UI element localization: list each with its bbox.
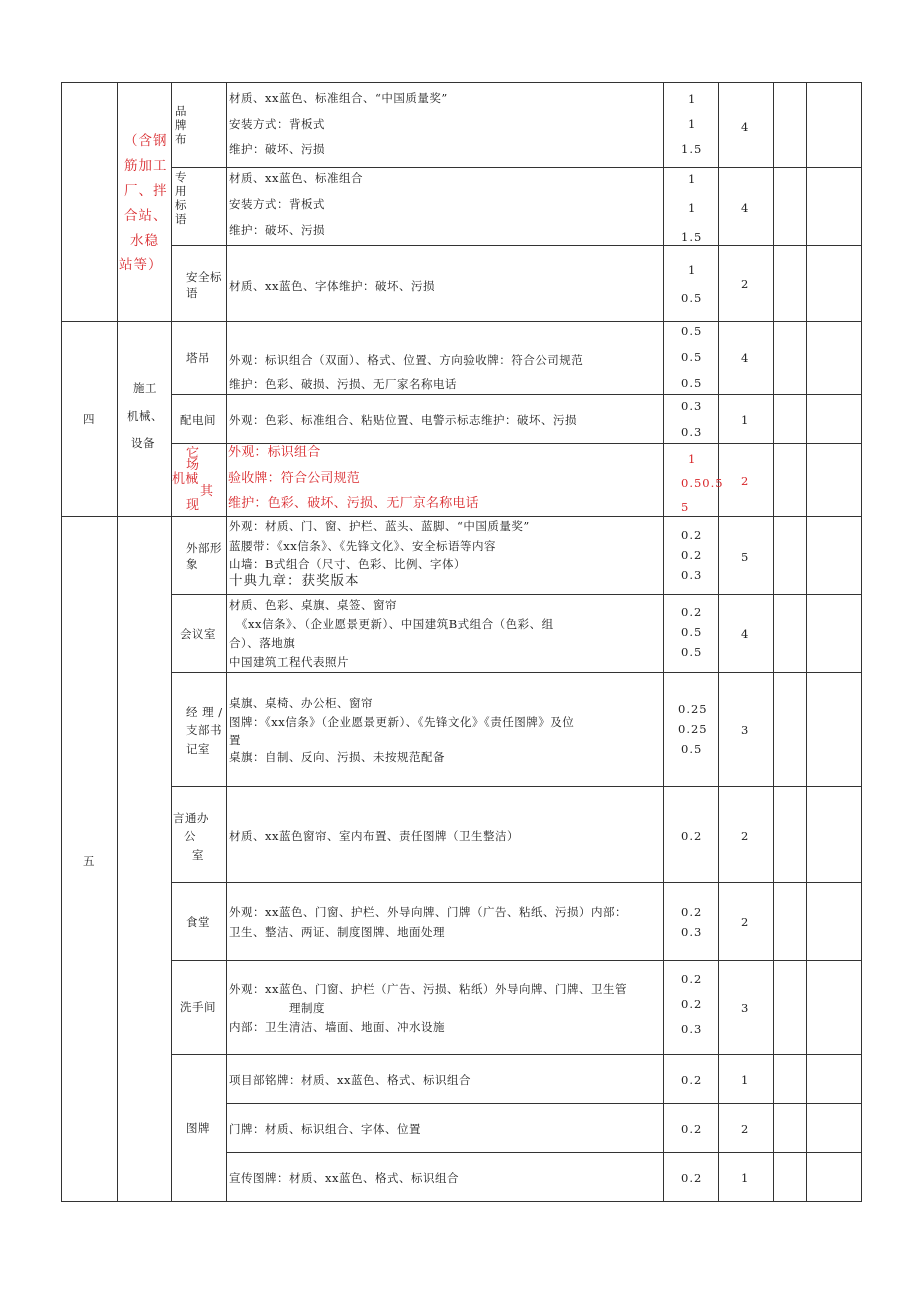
score-value: 4 <box>741 351 750 365</box>
weight-value: 0.25 <box>678 722 708 736</box>
grid-line <box>61 516 862 517</box>
item-label: 现 <box>186 498 200 513</box>
weight-value: 0.5 <box>681 742 703 756</box>
criteria-line: 外观：标识组合 <box>228 445 321 460</box>
item-label: 公 <box>184 829 196 843</box>
score-value: 5 <box>741 550 750 564</box>
category-line: （含钢 <box>124 133 168 149</box>
item-label: 机械 <box>172 472 199 487</box>
criteria-line: 外观：色彩、标准组合、粘贴位置、电警示标志维护：破坏、污损 <box>229 413 577 427</box>
grid-line <box>861 82 862 1202</box>
grid-line <box>171 167 862 168</box>
criteria-line: 维护：色彩、破损、污损、无厂家名称电话 <box>229 377 457 391</box>
weight-value: 1.5 <box>681 230 703 244</box>
criteria-line: 材质、xx蓝色窗帘、室内布置、责任图牌（卫生整洁） <box>229 829 519 843</box>
score-value: 2 <box>741 277 750 291</box>
weight-value: 0.2 <box>681 605 703 619</box>
item-label: 室 <box>192 848 204 862</box>
section-number: 五 <box>83 854 95 868</box>
criteria-line: 图牌：《xx信条》（企业愿景更新）、《先锋文化》《责任图牌》及位 <box>229 715 575 729</box>
criteria-line: 材质、xx蓝色、标准组合 <box>229 171 363 185</box>
criteria-line: 外观：xx蓝色、门窗、护栏（广告、污损、粘纸）外导向牌、门牌、卫生管 <box>229 982 627 996</box>
grid-line <box>718 82 719 1202</box>
weight-value: 0.2 <box>681 1171 703 1185</box>
weight-value: 5 <box>681 500 690 514</box>
weight-value: 0.2 <box>681 528 703 542</box>
criteria-line: 安装方式：背板式 <box>229 117 325 131</box>
weight-value: 1.5 <box>681 142 703 156</box>
item-label: 支部书 <box>186 723 222 737</box>
item-label: 记室 <box>186 742 210 756</box>
weight-value: 0.5 <box>681 645 703 659</box>
weight-value: 0.3 <box>681 1022 703 1036</box>
grid-line <box>171 594 862 595</box>
criteria-line: 验收牌：符合公司规范 <box>228 471 361 486</box>
category-line: 合站、 <box>124 208 168 224</box>
category-line: 施工 <box>133 381 157 395</box>
criteria-line: 外观：xx蓝色、门窗、护栏、外导向牌、门牌（广告、粘纸、污损）内部： <box>229 905 627 919</box>
weight-value: 1 <box>688 201 697 215</box>
criteria-line: 维护：破坏、污损 <box>229 223 325 237</box>
weight-value: 0.2 <box>681 972 703 986</box>
weight-value: 1 <box>688 92 697 106</box>
grid-line <box>171 82 172 1202</box>
criteria-line: 宣传图牌：材质、xx蓝色、格式、标识组合 <box>229 1171 459 1185</box>
criteria-line: 蓝腰带：《xx信条》、《先锋文化》、安全标语等内容 <box>229 539 496 553</box>
criteria-line: 桌旗、桌椅、办公柜、窗帘 <box>229 696 373 710</box>
criteria-line: 维护：色彩、破坏、污损、无厂京名称电话 <box>228 496 479 511</box>
grid-line <box>171 882 862 883</box>
grid-line <box>61 1201 862 1202</box>
score-value: 1 <box>741 413 750 427</box>
grid-line <box>171 672 862 673</box>
grid-line <box>171 1054 862 1055</box>
criteria-line: 合）、落地旗 <box>229 636 296 650</box>
score-value: 2 <box>741 1122 750 1136</box>
weight-value: 0.2 <box>681 905 703 919</box>
item-label: 洗手间 <box>180 1000 216 1014</box>
weight-value: 0.3 <box>681 425 703 439</box>
weight-value: 0.2 <box>681 548 703 562</box>
grid-line <box>117 82 118 1202</box>
item-label: 布 <box>175 132 187 146</box>
item-label: 其 <box>200 484 214 499</box>
grid-line <box>171 960 862 961</box>
item-label: 外部形 <box>186 541 222 555</box>
category-line: 站等） <box>119 257 163 273</box>
weight-value: 0.50.5 <box>681 476 724 490</box>
item-label: 用 <box>175 184 187 198</box>
item-label: 场 <box>186 458 200 473</box>
weight-value: 0.2 <box>681 1122 703 1136</box>
weight-value: 0.2 <box>681 997 703 1011</box>
criteria-line: 卫生、整洁、两证、制度图牌、地面处理 <box>229 925 445 939</box>
weight-value: 1 <box>688 263 697 277</box>
criteria-line: 中国建筑工程代表照片 <box>229 655 349 669</box>
item-label: 食堂 <box>186 915 210 929</box>
criteria-line: 内部：卫生清洁、墙面、地面、冲水设施 <box>229 1020 445 1034</box>
weight-value: 0.5 <box>681 291 703 305</box>
criteria-line: 桌旗：自制、反向、污损、未按规范配备 <box>229 750 445 764</box>
category-line: 机械、 <box>127 409 163 423</box>
weight-value: 0.3 <box>681 399 703 413</box>
item-label: 标 <box>175 198 187 212</box>
score-value: 4 <box>741 201 750 215</box>
criteria-line: 维护：破坏、污损 <box>229 142 325 156</box>
item-label: 牌 <box>175 118 187 132</box>
weight-value: 0.5 <box>681 625 703 639</box>
weight-value: 0.3 <box>681 925 703 939</box>
score-value: 1 <box>741 1073 750 1087</box>
weight-value: 0.5 <box>681 324 703 338</box>
item-label: 配电间 <box>180 413 216 427</box>
score-value: 3 <box>741 723 750 737</box>
item-label: 会议室 <box>180 627 216 641</box>
item-label: 语 <box>186 286 198 300</box>
score-value: 2 <box>741 474 750 488</box>
section-number: 四 <box>83 412 95 426</box>
category-line: 厂、拌 <box>124 183 168 199</box>
criteria-line: 门牌：材质、标识组合、字体、位置 <box>229 1122 421 1136</box>
weight-value: 0.2 <box>681 829 703 843</box>
item-label: 图牌 <box>186 1121 210 1135</box>
grid-line <box>171 443 862 444</box>
score-value: 3 <box>741 1001 750 1015</box>
grid-line <box>61 321 862 322</box>
weight-value: 0.25 <box>678 702 708 716</box>
score-value: 4 <box>741 627 750 641</box>
grid-line <box>226 1152 862 1153</box>
weight-value: 0.3 <box>681 568 703 582</box>
criteria-line: 十典九章：获奖版本 <box>229 573 360 589</box>
score-value: 4 <box>741 120 750 134</box>
criteria-line: 理制度 <box>289 1001 325 1015</box>
item-label: 言通办 <box>173 811 209 825</box>
category-line: 筋加工 <box>124 158 168 174</box>
grid-line <box>226 1103 862 1104</box>
criteria-line: 置 <box>229 733 241 747</box>
criteria-line: 山墙：B式组合（尺寸、色彩、比例、字体） <box>229 557 466 571</box>
score-value: 2 <box>741 915 750 929</box>
weight-value: 0.2 <box>681 1073 703 1087</box>
grid-line <box>171 394 862 395</box>
grid-line <box>61 82 62 1202</box>
score-value: 1 <box>741 1171 750 1185</box>
grid-line <box>226 82 227 1202</box>
criteria-line: 材质、xx蓝色、字体维护：破坏、污损 <box>229 279 435 293</box>
item-label: 品 <box>175 104 187 118</box>
criteria-line: 外观：标识组合（双面）、格式、位置、方向验收牌：符合公司规范 <box>229 353 584 367</box>
criteria-line: 材质、xx蓝色、标准组合、“中国质量奖” <box>229 91 448 105</box>
criteria-line: 材质、色彩、桌旗、桌签、窗帘 <box>229 598 397 612</box>
weight-value: 1 <box>688 452 697 466</box>
grid-line <box>171 245 862 246</box>
grid-line <box>61 82 862 83</box>
score-value: 2 <box>741 829 750 843</box>
category-line: 设备 <box>131 436 155 450</box>
grid-line <box>171 786 862 787</box>
grid-line <box>773 82 774 1202</box>
weight-value: 1 <box>688 117 697 131</box>
criteria-line: 安装方式：背板式 <box>229 197 325 211</box>
item-label: 象 <box>186 557 198 571</box>
weight-value: 1 <box>688 172 697 186</box>
criteria-line: 项目部铭牌：材质、xx蓝色、格式、标识组合 <box>229 1073 471 1087</box>
criteria-line: 《xx信条》、（企业愿景更新）、中国建筑B式组合（色彩、组 <box>236 617 554 631</box>
grid-line <box>663 82 664 1202</box>
item-label: 经 理 / <box>186 705 223 719</box>
grid-line <box>806 82 807 1202</box>
weight-value: 0.5 <box>681 376 703 390</box>
weight-value: 0.5 <box>681 350 703 364</box>
item-label: 安全标 <box>186 270 222 284</box>
criteria-line: 外观：材质、门、窗、护栏、蓝头、蓝脚、“中国质量奖” <box>229 519 530 533</box>
item-label: 塔吊 <box>186 351 210 365</box>
item-label: 语 <box>175 212 187 226</box>
item-label: 它 <box>186 446 200 461</box>
category-line: 水稳 <box>130 233 159 249</box>
item-label: 专 <box>175 170 187 184</box>
